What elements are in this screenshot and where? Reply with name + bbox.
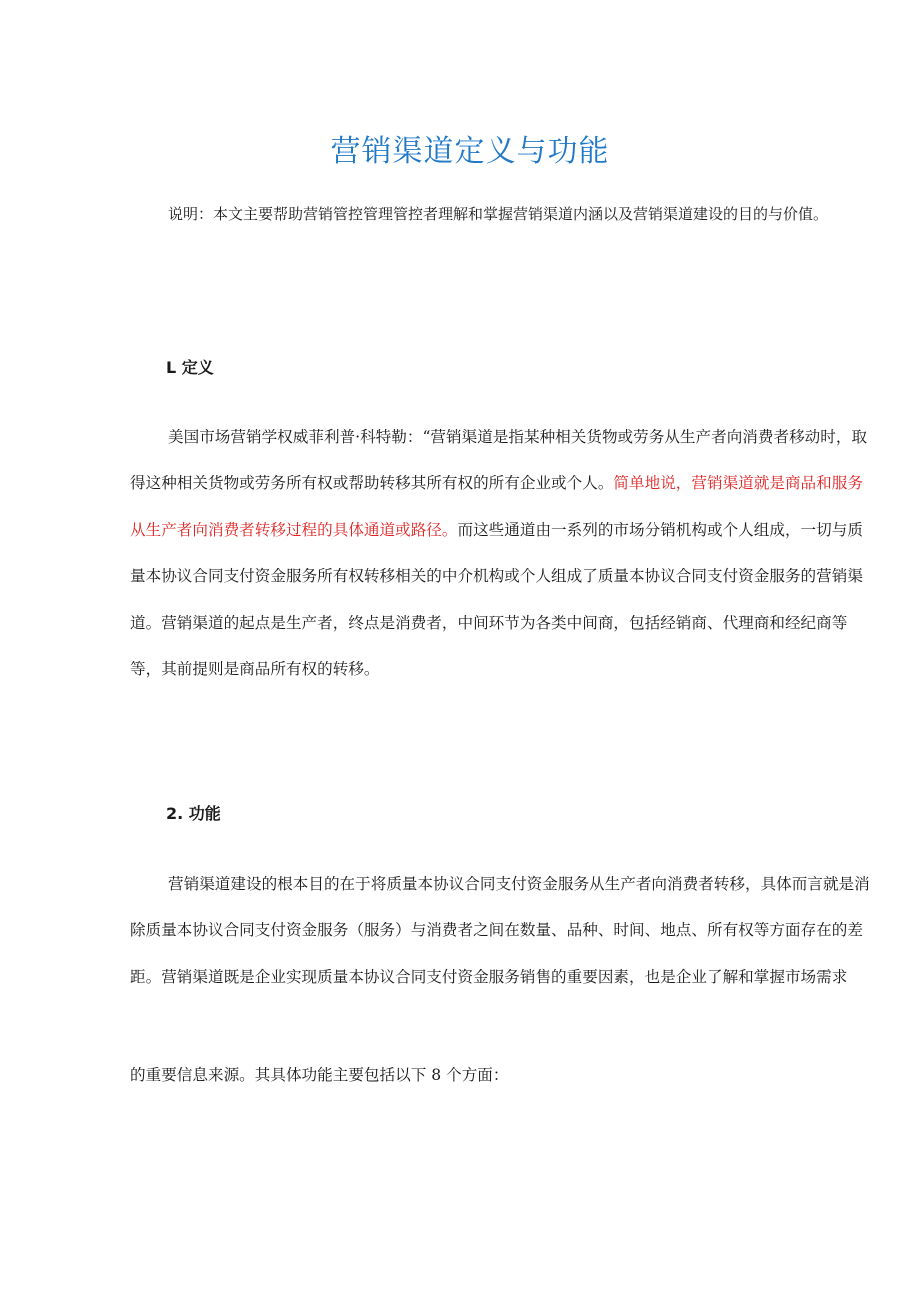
document-note: 说明：本文主要帮助营销管控管理管控者理解和掌握营销渠道内涵以及营销渠道建设的目的与价值。 xyxy=(168,205,829,223)
function-paragraph: 营销渠道建设的根本目的在于将质量本协议合同支付资金服务从生产者向消费者转移，具体而言就是消除质量本协议合同支付资金服务（服务）与消费者之间在数量、品种、时间、地点、所有权等方面存在的差距。营销渠道既是企业实现质量本协议合同支付资金服务销售的重要因素，也是企业了解和掌握市场需求 xyxy=(130,875,870,986)
definition-text-before: 美国市场营销学权威菲利普·科特勒：“营销渠道是指某种相关货物或劳务从生产者向消费者移动时，取得这种相关货物或劳务所有权或帮助转移其所有权的所有企业或个人。 xyxy=(130,428,868,493)
definition-text-after: 而这些通道由一系列的市场分销机构或个人组成，一切与质量本协议合同支付资金服务所有权转移相关的中介机构或个人组成了质量本协议合同支付资金服务的营销渠道。营销渠道的起点是生产者，终点是消费者，中间环节为各类中间商，包括经销商、代理商和经纪商等等，其前提则是商品所有权的转移。 xyxy=(130,520,863,679)
definition-highlight: 简单地说，营销渠道就是商品和服务从生产者向消费者转移过程的具体通道或路径。 xyxy=(130,474,863,539)
section-heading-definition: L 定义 xyxy=(166,358,214,377)
section-heading-function: 2. 功能 xyxy=(166,804,221,823)
function-paragraph-continued: 的重要信息来源。其具体功能主要包括以下 8 个方面： xyxy=(130,1066,509,1084)
definition-paragraph xyxy=(130,414,872,692)
document-title: 营销渠道定义与功能 xyxy=(330,134,610,169)
